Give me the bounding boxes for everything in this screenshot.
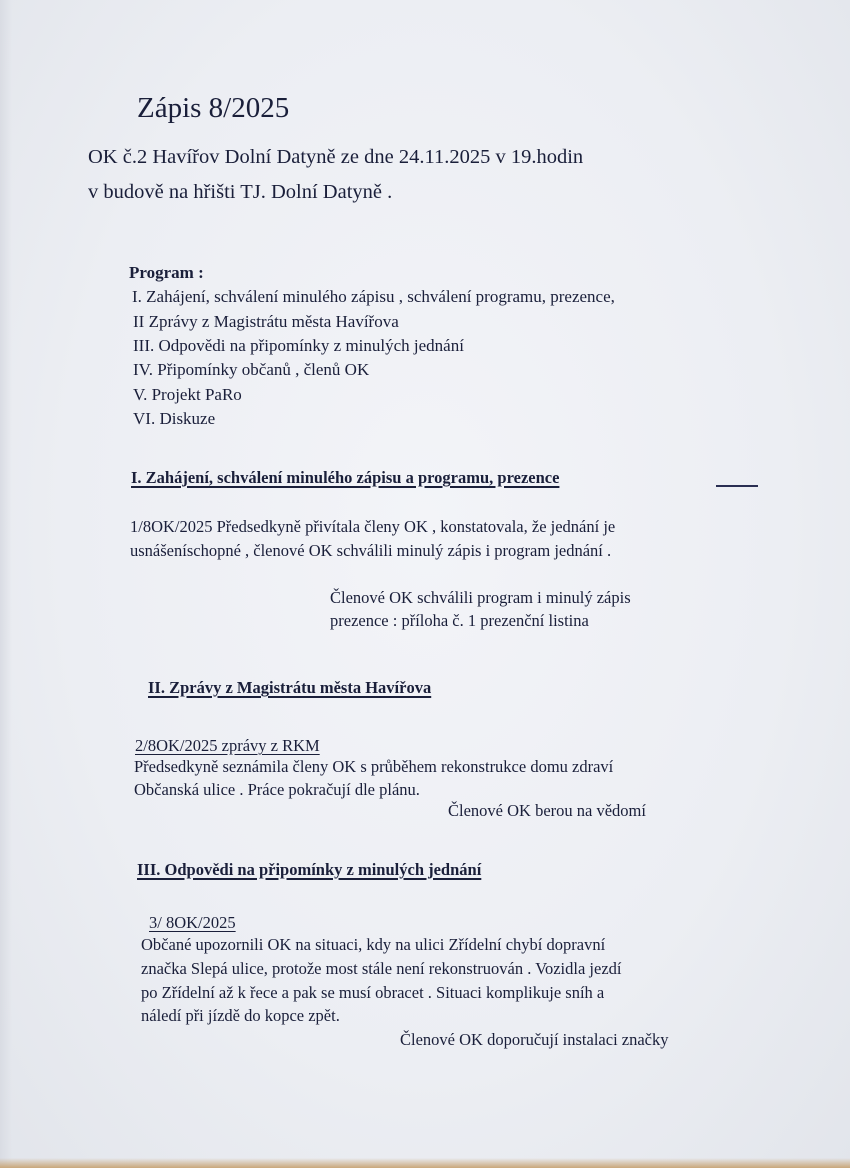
header-line-1: OK č.2 Havířov Dolní Datyně ze dne 24.11.2025 v 19.hodin <box>88 146 584 168</box>
section1-text-line: 1/8OK/2025 Předsedkyně přivítala členy OK , konstatovala, že jednání je <box>130 517 616 536</box>
program-item: V. Projekt PaRo <box>133 385 242 404</box>
section1-resolution: Členové OK schválili program i minulý zápis <box>330 588 631 607</box>
program-item: III. Odpovědi na připomínky z minulých jednání <box>133 336 464 355</box>
section2-resolution: Členové OK berou na vědomí <box>448 801 646 820</box>
scan-edge-bottom <box>0 1158 850 1168</box>
section3-text-line: značka Slepá ulice, protože most stále není rekonstruován . Vozidla jezdí <box>141 959 622 978</box>
program-item: I. Zahájení, schválení minulého zápisu , schválení programu, prezence, <box>132 287 615 306</box>
section-heading-1: I. Zahájení, schválení minulého zápisu a programu, prezence <box>131 468 560 487</box>
section3-text-line: Občané upozornili OK na situaci, kdy na ulici Zřídelní chybí dopravní <box>141 935 606 954</box>
section-heading-3: III. Odpovědi na připomínky z minulých jednání <box>137 860 482 879</box>
program-item: II Zprávy z Magistrátu města Havířova <box>133 312 399 331</box>
section3-text-line: po Zřídelní až k řece a pak se musí obracet . Situaci komplikuje sníh a <box>141 983 605 1002</box>
document-title: Zápis 8/2025 <box>137 92 290 124</box>
section1-attachment: prezence : příloha č. 1 prezenční listina <box>330 611 589 630</box>
section3-resolution: Členové OK doporučují instalaci značky <box>400 1030 669 1049</box>
scan-edge-shadow <box>0 0 12 1168</box>
section3-reference: 3/ 8OK/2025 <box>149 913 236 932</box>
section-heading-2: II. Zprávy z Magistrátu města Havířova <box>148 678 432 697</box>
section3-text-line: náledí při jízdě do kopce zpět. <box>141 1006 340 1025</box>
program-title: Program : <box>129 263 204 282</box>
section2-reference: 2/8OK/2025 zprávy z RKM <box>135 736 320 755</box>
header-line-2: v budově na hřišti TJ. Dolní Datyně . <box>88 181 393 203</box>
heading-underline-extension <box>716 485 758 487</box>
section2-text-line: Občanská ulice . Práce pokračují dle plánu. <box>134 780 420 799</box>
section2-text-line: Předsedkyně seznámila členy OK s průběhem rekonstrukce domu zdraví <box>134 757 614 776</box>
section1-text-line: usnášeníschopné , členové OK schválili minulý zápis i program jednání . <box>130 541 612 560</box>
program-item: VI. Diskuze <box>133 409 216 428</box>
program-item: IV. Připomínky občanů , členů OK <box>133 360 370 379</box>
